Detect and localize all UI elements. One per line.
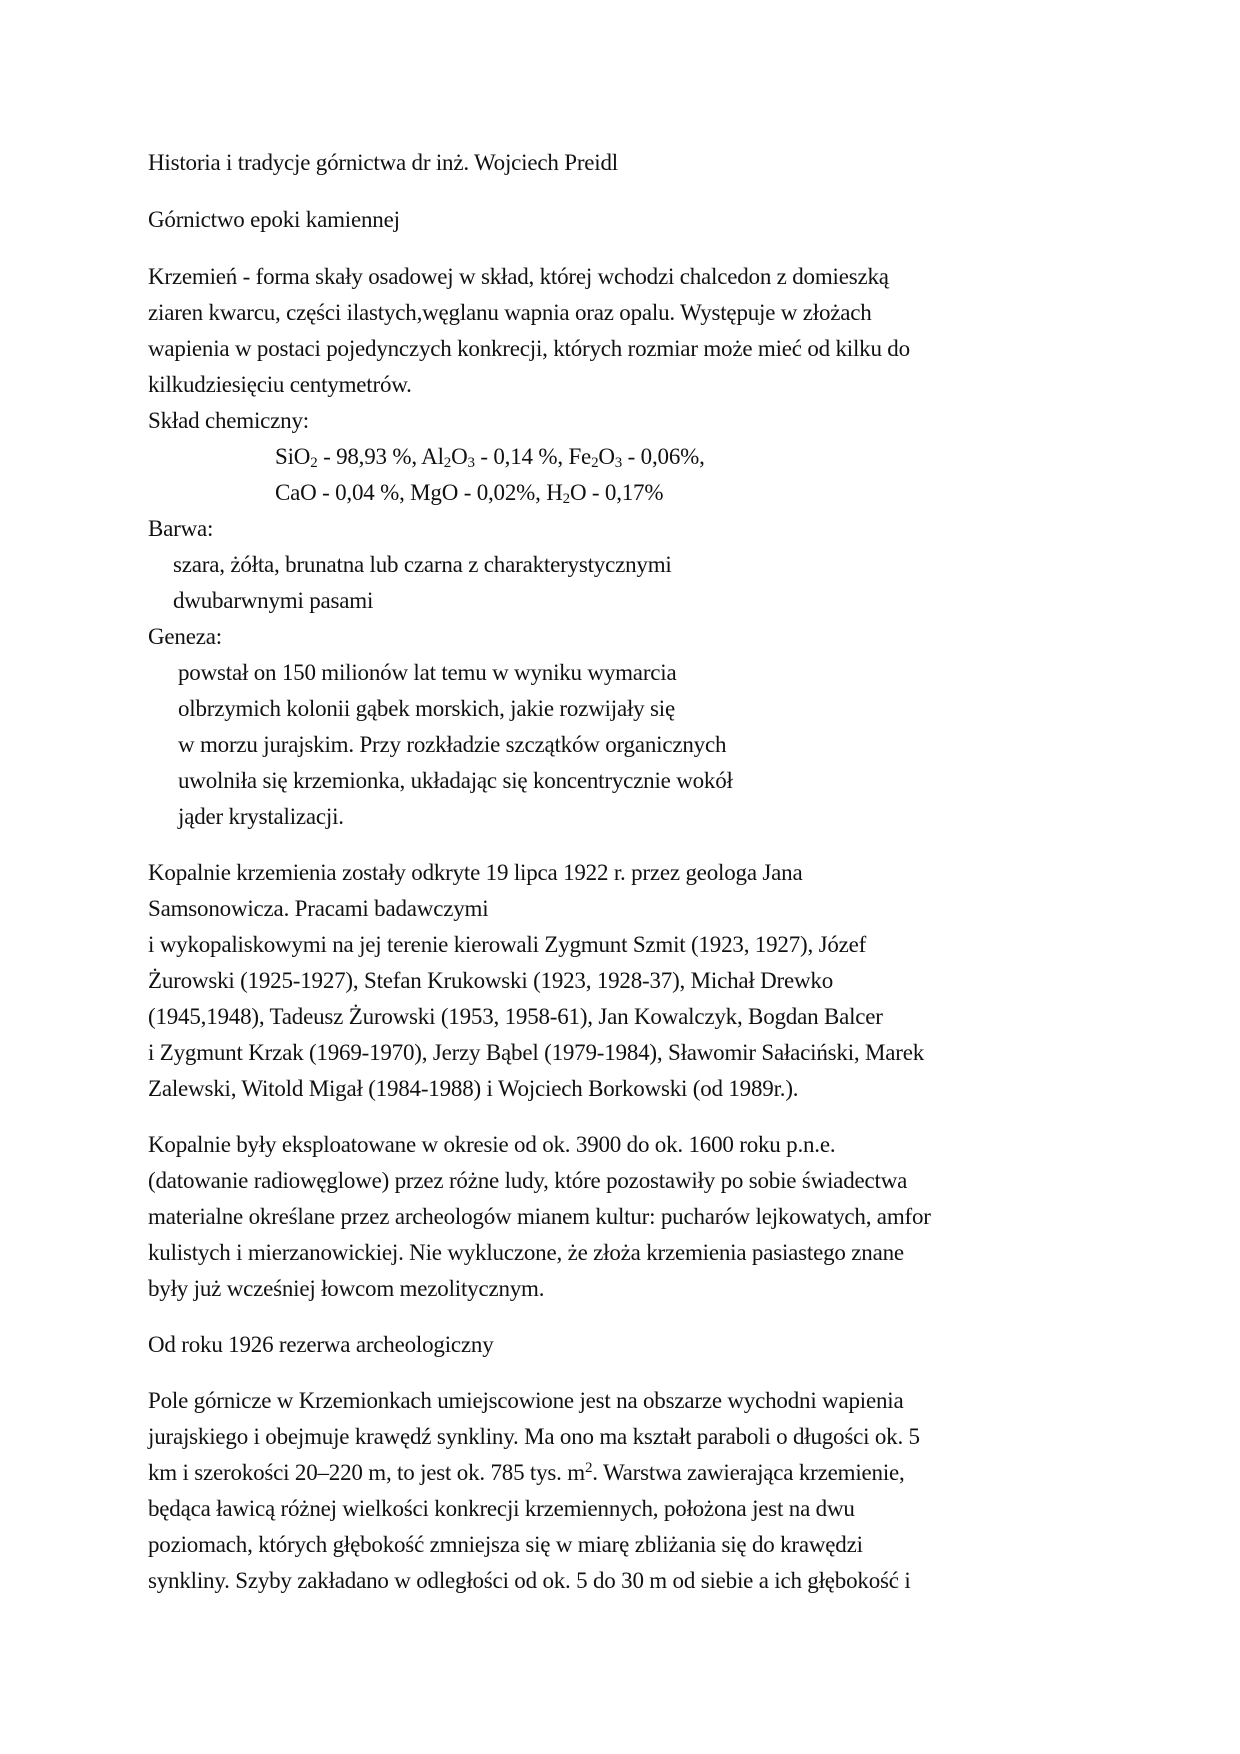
paragraph-line: kilkudziesięciu centymetrów.	[148, 372, 412, 397]
paragraph-line: kulistych i mierzanowickiej. Nie wykluczone, że złoża krzemienia pasiastego znane	[148, 1240, 904, 1265]
paragraph-line: (datowanie radiowęglowe) przez różne ludy, które pozostawiły po sobie świadectwa	[148, 1168, 908, 1193]
document-title: Historia i tradycje górnictwa dr inż. Wojciech Preidl	[148, 150, 618, 175]
composition-label: Skład chemiczny:	[148, 408, 309, 433]
paragraph-line: km i szerokości 20–220 m, to jest ok. 785 tys. $m^2$. Warstwa zawierająca krzemienie,	[148, 1460, 905, 1485]
paragraph-line: będąca ławicą różnej wielkości konkrecji krzemiennych, położona jest na dwu	[148, 1496, 855, 1521]
paragraph-line: Pole górnicze w Krzemionkach umiejscowione jest na obszarze wychodni wapienia	[148, 1388, 904, 1413]
paragraph-line: Zalewski, Witold Migał (1984-1988) i Wojciech Borkowski (od 1989r.).	[148, 1076, 799, 1101]
paragraph-line: były już wcześniej łowcom mezolitycznym.	[148, 1276, 545, 1301]
paragraph-line: i wykopaliskowymi na jej terenie kierowali Zygmunt Szmit (1923, 1927), Józef	[148, 932, 867, 957]
paragraph-line: ziaren kwarcu, części ilastych,węglanu wapnia oraz opalu. Występuje w złożach	[148, 300, 872, 325]
paragraph-line: Kopalnie krzemienia zostały odkryte 19 lipca 1922 r. przez geologa Jana	[148, 860, 803, 885]
geneza-text: powstał on 150 milionów lat temu w wyniku wymarcia	[178, 660, 677, 685]
composition-line-2: CaO - 0,04 %, MgO - 0,02%, $H_2O - 0,17\%$	[275, 480, 664, 507]
paragraph-line: (1945,1948), Tadeusz Żurowski (1953, 1958-61), Jan Kowalczyk, Bogdan Balcer	[148, 1004, 883, 1029]
paragraph-line: Samsonowicza. Pracami badawczymi	[148, 896, 489, 921]
barwa-text: szara, żółta, brunatna lub czarna z charakterystycznymi	[173, 552, 672, 577]
geneza-text: w morzu jurajskim. Przy rozkładzie szczątków organicznych	[178, 732, 727, 757]
paragraph-line: Krzemień - forma skały osadowej w skład, której wchodzi chalcedon z domieszką	[148, 264, 889, 289]
section-heading: Górnictwo epoki kamiennej	[148, 207, 400, 232]
geneza-label: Geneza:	[148, 624, 222, 649]
barwa-label: Barwa:	[148, 516, 214, 541]
geneza-text: olbrzymich kolonii gąbek morskich, jakie rozwijały się	[178, 696, 675, 721]
paragraph-line: i Zygmunt Krzak (1969-1970), Jerzy Bąbel (1979-1984), Sławomir Sałaciński, Marek	[148, 1040, 925, 1065]
paragraph-line: poziomach, których głębokość zmniejsza się w miarę zbliżania się do krawędzi	[148, 1532, 863, 1557]
paragraph-line: wapienia w postaci pojedynczych konkrecji, których rozmiar może mieć od kilku do	[148, 336, 910, 361]
barwa-text: dwubarwnymi pasami	[173, 588, 374, 613]
geneza-text: jąder krystalizacji.	[178, 804, 344, 829]
paragraph-line: Żurowski (1925-1927), Stefan Krukowski (1923, 1928-37), Michał Drewko	[148, 968, 834, 993]
paragraph-line: jurajskiego i obejmuje krawędź synkliny. Ma ono ma kształt paraboli o długości ok. 5	[148, 1424, 920, 1449]
paragraph-line: materialne określane przez archeologów mianem kultur: pucharów lejkowatych, amfor	[148, 1204, 931, 1229]
paragraph-line: synkliny. Szyby zakładano w odległości od ok. 5 do 30 m od siebie a ich głębokość i	[148, 1568, 911, 1593]
paragraph-line: Kopalnie były eksploatowane w okresie od ok. 3900 do ok. 1600 roku p.n.e.	[148, 1132, 836, 1157]
section-heading: Od roku 1926 rezerwa archeologiczny	[148, 1332, 494, 1357]
geneza-text: uwolniła się krzemionka, układając się koncentrycznie wokół	[178, 768, 733, 793]
composition-line-1: SiO$_2$ - 98,93 %, $Al_2O_3 - 0,14$ %, $Fe_2O_3 - 0,06\%$,	[275, 444, 705, 471]
